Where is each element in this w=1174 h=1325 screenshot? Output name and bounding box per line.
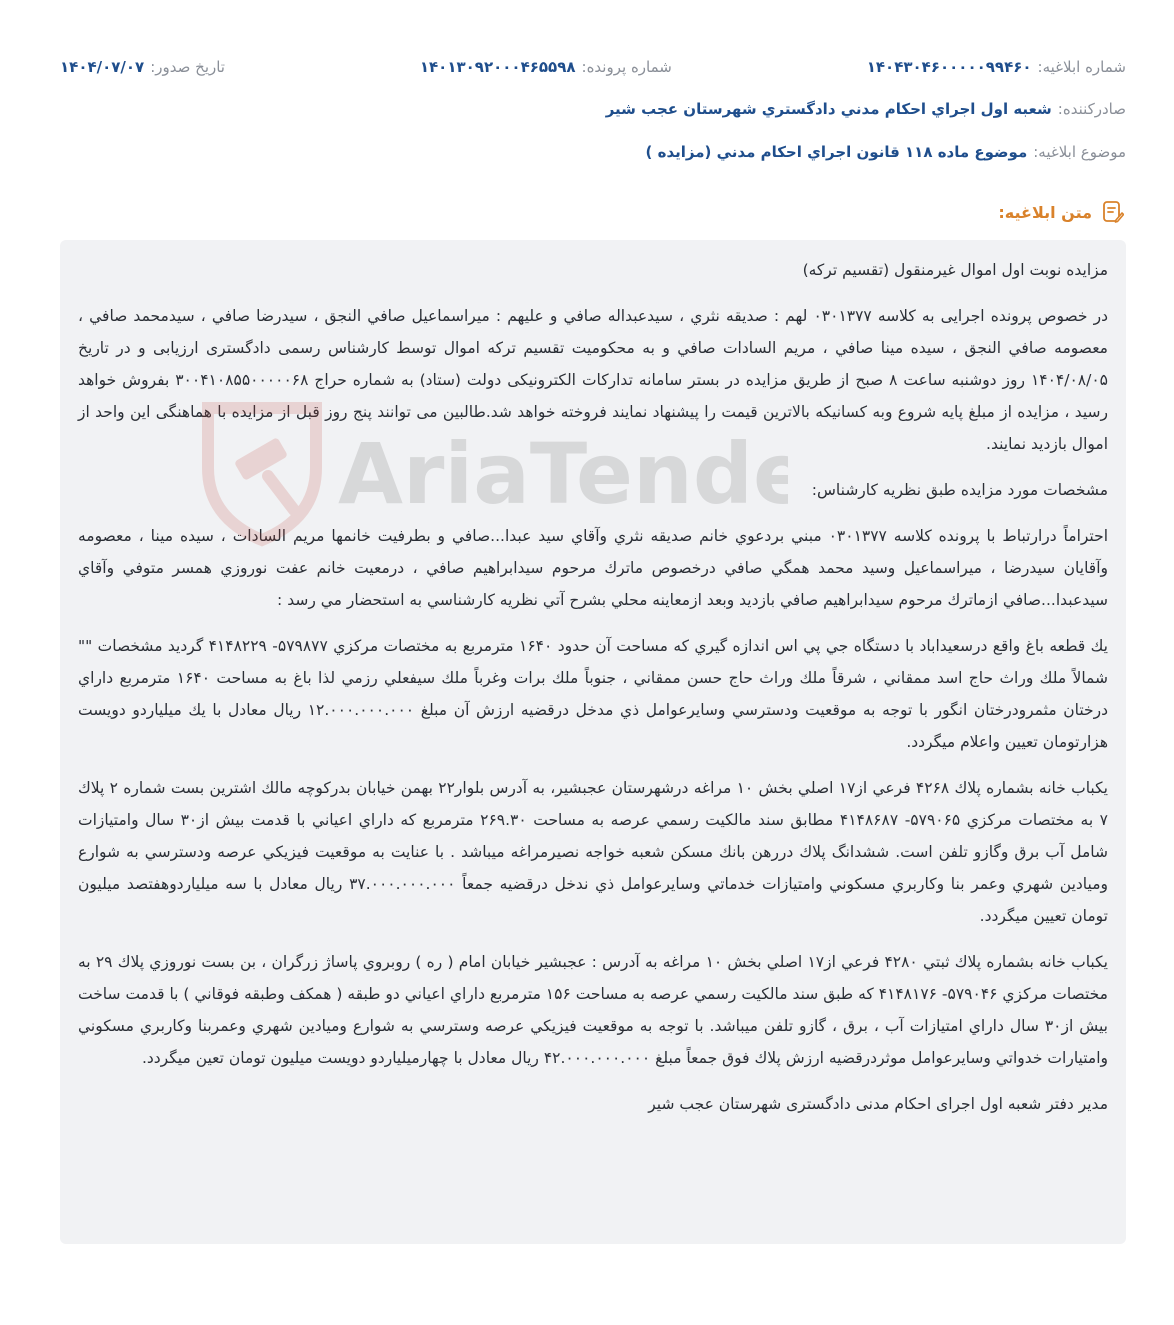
- auction-title: مزايده نوبت اول اموال غيرمنقول (تقسيم تركه): [802, 261, 1108, 279]
- notice-body: [60, 240, 1126, 1244]
- notice-number: [867, 58, 1126, 76]
- expert-spec-heading: مشخصات مورد مزايده طبق نظريه كارشناس:: [811, 481, 1108, 499]
- case-number-label: شماره پرونده:: [581, 58, 672, 76]
- issue-date-value: ۱۴۰۴/۰۷/۰۷: [60, 58, 145, 76]
- auction-intro-paragraph: در خصوص پرونده اجرایی به كلاسه ۰۳۰۱۳۷۷ لهم : صديقه نثري ، سيدعبداله صافي و عليهم : ميراسماعيل صافي النجق ، سيدرضا صافي ، سيدمحمد صافي ، معصومه صافي النجق ، سيده مينا صافي ، مريم السادات صافي و به محكوميت تقسيم تركه اموال توسط كارشناس رسمی دادگستری ارزيابی و در تاريخ ۱۴۰۴/۰۸/۰۵ روز دوشنبه ساعت ۸ صبح از طريق مزايده در بستر سامانه تداركات الكترونيكی دولت (ستاد) به شماره حراج ۳۰۰۴۱۰۸۵۵۰۰۰۰۰۶۸ بفروش خواهد رسيد ، مزايده از مبلغ پايه شروع وبه كسانيكه بالاترين قيمت را پيشنهاد نمايند فروخته خواهد شد.طالبين می توانند پنج روز قبل از مزايده با هماهنگی اين واحد از اموال بازديد نمايند.: [78, 307, 1109, 453]
- signature-line: مدير دفتر شعبه اول اجرای احكام مدنی دادگستری شهرستان عجب شير: [648, 1095, 1108, 1113]
- expert-preamble-paragraph: احتراماً درارتباط با پرونده كلاسه ۰۳۰۱۳۷۷ مبني بردعوي خانم صديقه نثري وآقاي سيد عبدا...صافي و بطرفيت خانمها مريم السادات ، سيده مينا ، معصومه وآقايان سيدرضا ، ميراسماعيل وسيد محمد همگي صافي درخصوص ماترك مرحوم سيدابراهيم صافي ، درمعيت خانم عفت نوروزي همسر متوفي وآقاي سيدعبدا...صافي ازماترك مرحوم سيدابراهيم صافي بازديد وبعد ازمعاينه محلي بشرح آتي نظريه كارشناسي به استحضار مي رسد :: [78, 527, 1108, 609]
- case-number-value: ۱۴۰۱۳۰۹۲۰۰۰۴۶۵۵۹۸: [419, 58, 576, 76]
- issuer-label: صادرکننده:: [1057, 100, 1126, 118]
- issuer-row: [60, 100, 1126, 118]
- subject-value: موضوع ماده ۱۱۸ قانون اجراي احكام مدني (مزايده ): [645, 143, 1028, 161]
- notice-text-title: متن ابلاغیه:: [998, 202, 1092, 222]
- house-4268-paragraph: يكباب خانه بشماره پلاك ۴۲۶۸ فرعي از۱۷ اصلي بخش ۱۰ مراغه درشهرستان عجبشير، به آدرس بلوار۲۲ بهمن خيابان بدركوچه مالك اشترين بست شماره ۲ پلاك ۷ به مختصات مركزي ۵۷۹۰۶۵- ۴۱۴۸۶۸۷ مطابق سند مالكيت رسمي عرصه به مساحت ۲۶۹.۳۰ مترمربع كه داراي اعياني با قدمت بيش از۳۰ سال وامتيازات شامل آب برق وگازو تلفن است. ششدانگ پلاك دررهن بانك مسكن شعبه خواجه نصيرمراغه ميباشد . با عنايت به موقعيت فيزيكي عرصه ودسترسي به شوارع وميادين شهري وعمر بنا وكاربري مسكوني وامتيازات خدماتي وسايرعوامل ذي ندخل درقضيه جمعاً ۳۷.۰۰۰.۰۰۰.۰۰۰ ريال معادل با سه ميلياردوهفتصد ميليون تومان تعيين ميگردد.: [78, 779, 1108, 925]
- issue-date: [60, 58, 225, 76]
- house-4280-paragraph: يكباب خانه بشماره پلاك ثبتي ۴۲۸۰ فرعي از۱۷ اصلي بخش ۱۰ مراغه به آدرس : عجبشير خيابان امام ( ره ) روبروي پاساژ زرگران ، بن بست نوروزي پلاك ۲۹ به مختصات مركزي ۵۷۹۰۴۶- ۴۱۴۸۱۷۶ كه طبق سند مالكيت رسمي عرصه به مساحت ۱۵۶ مترمربع داراي اعياني دو طبقه ( همكف وطبقه فوقاني ) با قدمت ساخت بيش از۳۰ سال داراي امتيازات آب ، برق ، گازو تلفن ميباشد. با توجه به موقعيت فيزيكي عرصه وسترسي به شوارع وميادين شهري وعمربنا وكاربري مسكوني وامتيارات خدواتي وسايرعوامل موثردرقضيه ارزش پلاك فوق جمعاً مبلغ ۴۲.۰۰۰.۰۰۰.۰۰۰ ريال معادل با چهارميلياردو دويست ميليون تومان تعين ميگردد.: [78, 953, 1108, 1067]
- issuer-value: شعبه اول اجراي احكام مدني دادگستري شهرستان عجب شير: [605, 100, 1052, 118]
- notice-text-heading: [998, 200, 1124, 224]
- subject-row: [60, 143, 1126, 161]
- notice-number-value: ۱۴۰۴۳۰۴۶۰۰۰۰۰۹۹۴۶۰: [866, 58, 1032, 76]
- notice-meta-row: [60, 58, 1126, 76]
- case-number: [420, 58, 672, 76]
- document-edit-icon: [1102, 200, 1124, 224]
- garden-property-paragraph: يك قطعه باغ واقع درسعيداباد با دستگاه جي پي اس اندازه گيري كه مساحت آن حدود ۱۶۴۰ مترمربع به مختصات مركزي ۵۷۹۸۷۷- ۴۱۴۸۲۲۹ گرديد مشخصات "" شمالاً ملك وراث حاج اسد ممقاني ، شرقاً ملك وراث حاج حسن ممقاني ، جنوباً ملك برات وغرباً ملك سيفعلي رزمي لذا باغ به مساحت ۱۶۴۰ مترمربع داراي درختان مثمرودرختان انگور با توجه به موقعيت ودسترسي وسايرعوامل ذي مدخل درقضيه ارزش آن مبلغ ۱۲.۰۰۰.۰۰۰.۰۰۰ ريال معادل با يك ميلياردو دويست هزارتومان تعيين واعلام ميگردد.: [78, 637, 1108, 751]
- issue-date-label: تاریخ صدور:: [150, 58, 225, 76]
- notice-number-label: شماره ابلاغیه:: [1037, 58, 1126, 76]
- subject-label: موضوع ابلاغیه:: [1033, 143, 1126, 161]
